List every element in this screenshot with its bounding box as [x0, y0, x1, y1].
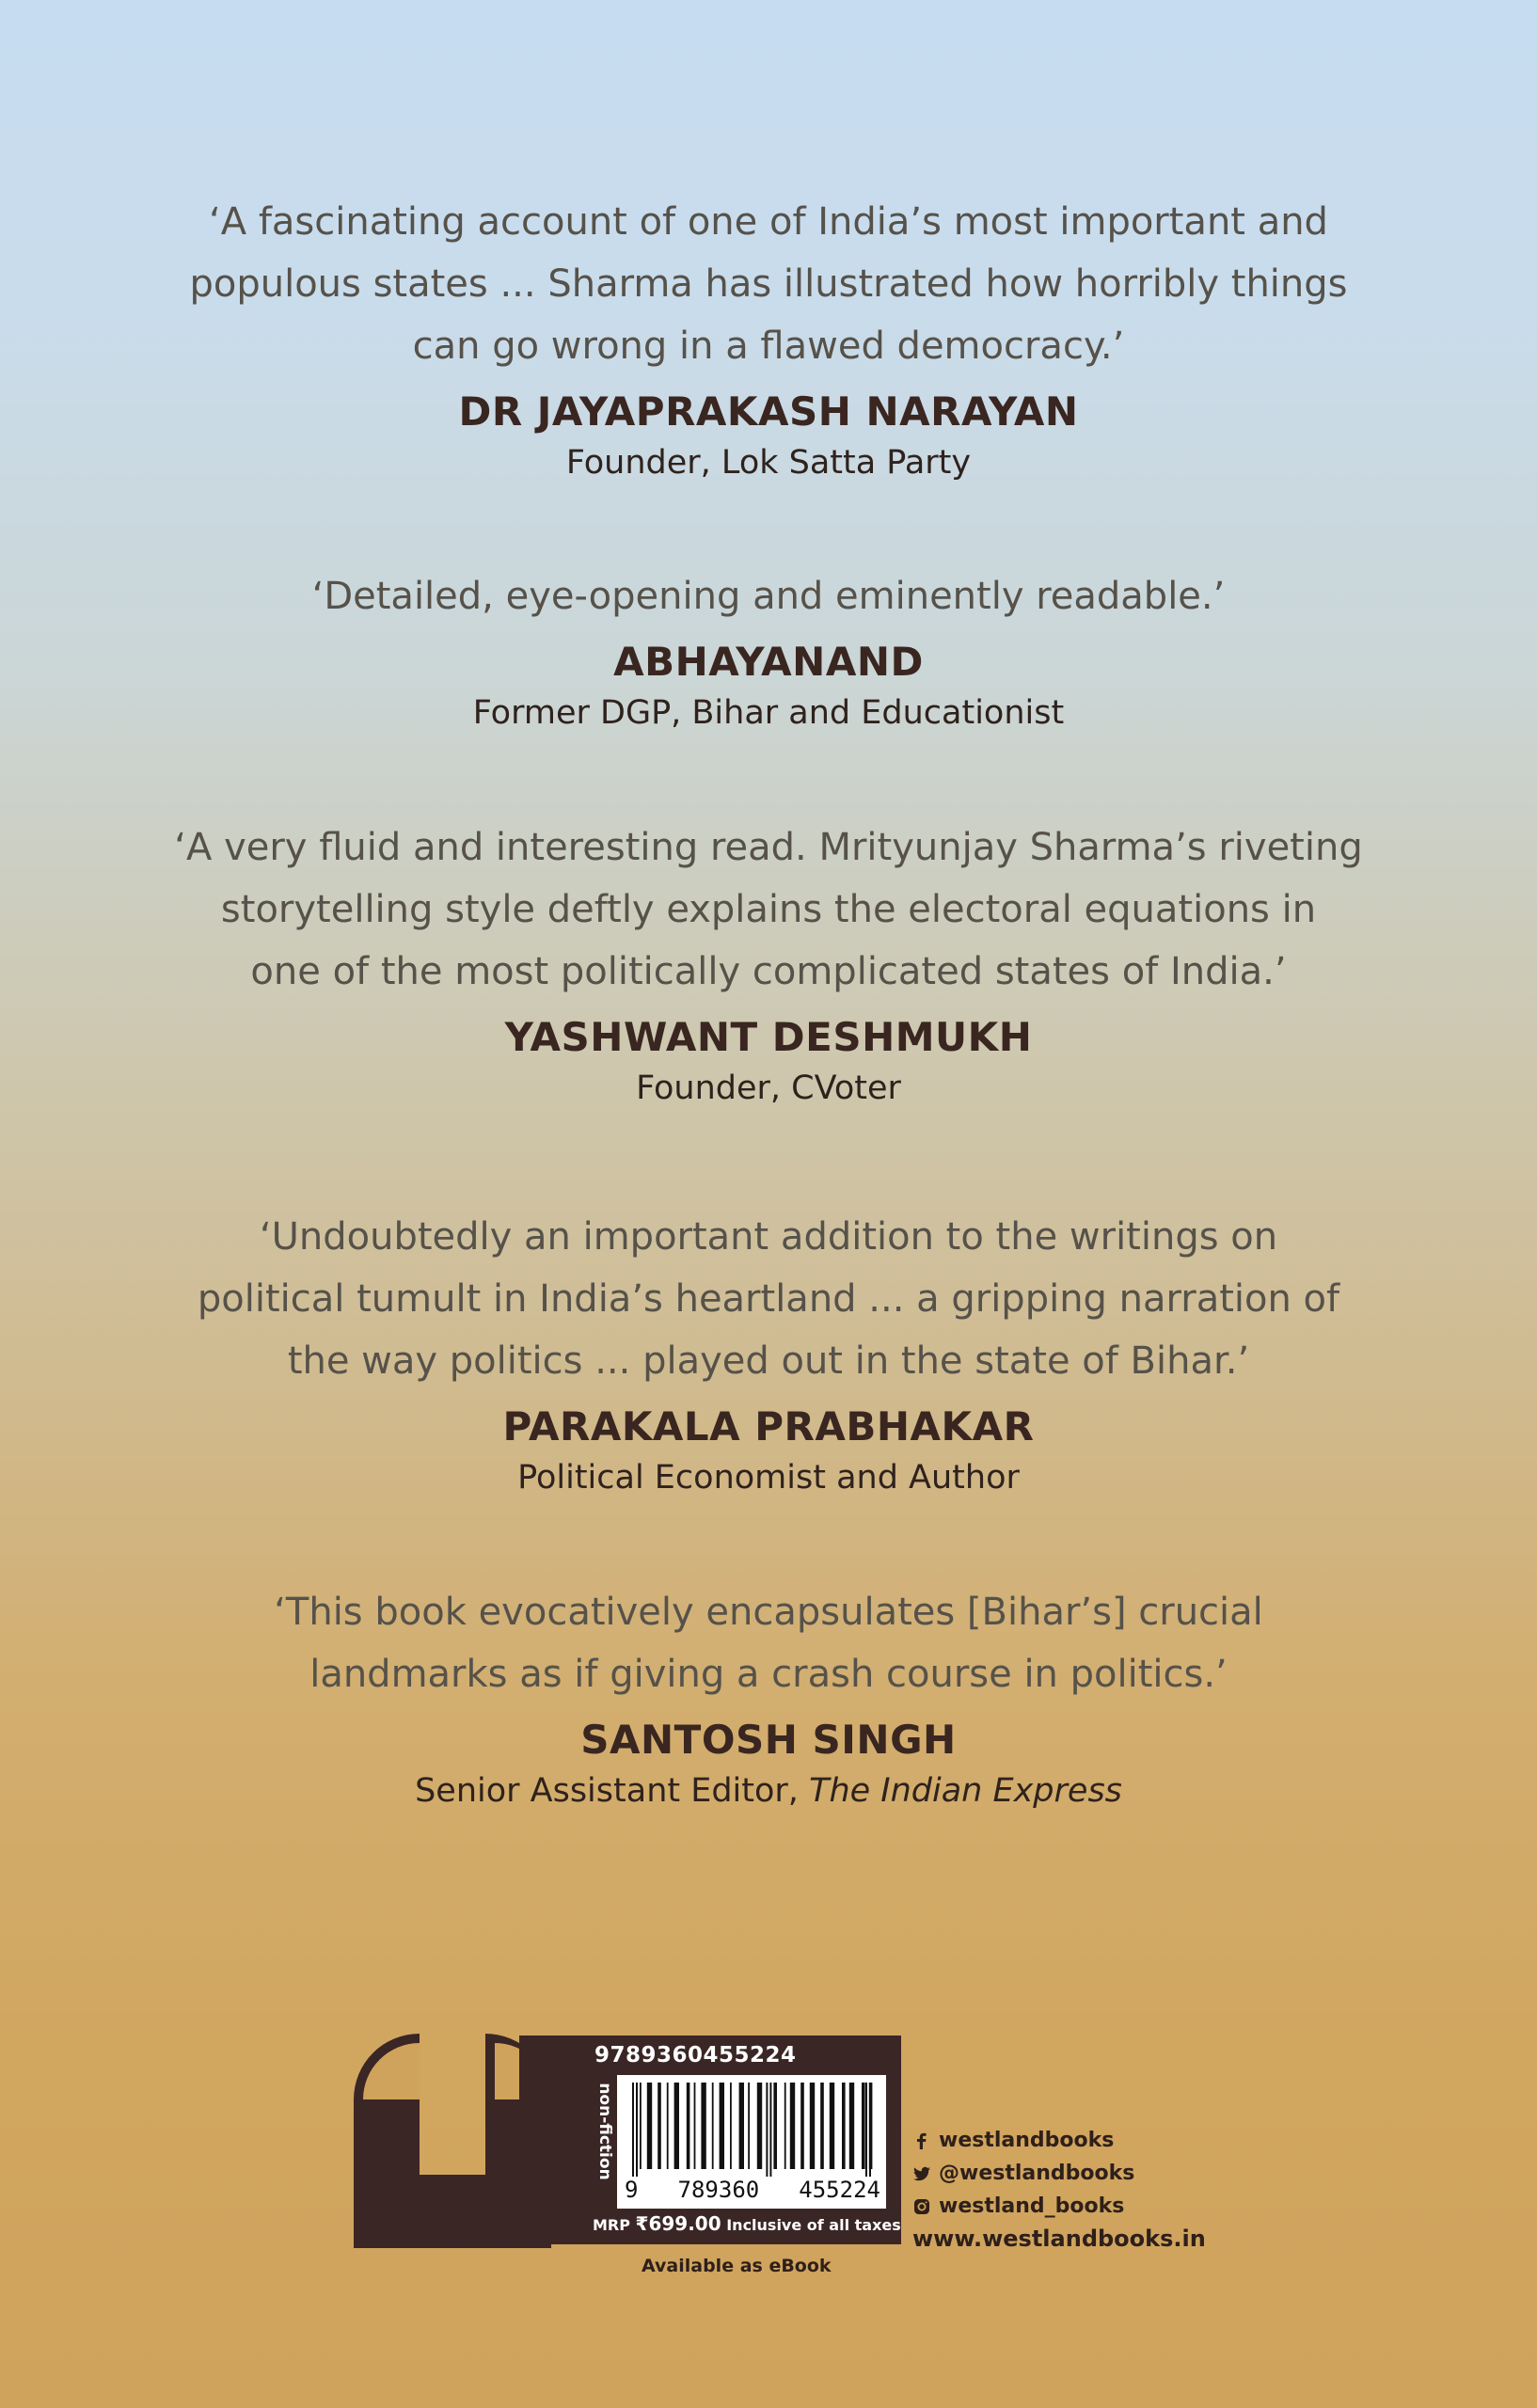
barcode-bar	[784, 2083, 786, 2169]
blurb-2	[110, 565, 1427, 738]
barcode-bar	[748, 2083, 750, 2169]
genre-text: non-fiction	[595, 2083, 614, 2180]
tax-note: Inclusive of all taxes	[726, 2216, 901, 2234]
barcode-bar	[757, 2083, 762, 2169]
blurb-role: Political Economist and Author	[517, 1459, 1020, 1497]
barcode-bar	[674, 2083, 679, 2169]
blurb-quote	[110, 816, 1427, 1003]
mrp-label: MRP	[593, 2216, 630, 2234]
blurb-quote	[110, 565, 1427, 627]
barcode-bar	[640, 2083, 642, 2169]
twitter-icon	[912, 2164, 931, 2183]
blurb-5	[110, 1581, 1427, 1816]
blurb-author: DR JAYAPRAKASH NARAYAN	[458, 388, 1079, 435]
quote-line: one of the most politically complicated states of India.’	[250, 950, 1287, 993]
barcode-bar	[632, 2083, 634, 2177]
social-links	[912, 2124, 1206, 2256]
publication-name: The Indian Express	[809, 1772, 1122, 1810]
quote-line: ‘A very fluid and interesting read. Mrityunjay Sharma’s riveting	[174, 826, 1363, 869]
quote-line: political tumult in India’s heartland ... a gripping narration of	[197, 1277, 1340, 1321]
facebook-icon	[912, 2131, 931, 2150]
barcode-bar	[739, 2083, 744, 2169]
blurb-role	[110, 1766, 1427, 1816]
barcode-bar	[810, 2083, 815, 2169]
barcode-bar	[830, 2083, 834, 2169]
quote-line: ‘Undoubtedly an important addition to the writings on	[259, 1215, 1278, 1259]
blurb-author: PARAKALA PRABHAKAR	[502, 1403, 1035, 1450]
barcode-bars	[630, 2083, 875, 2177]
barcode-digits	[625, 2177, 880, 2203]
quote-line: ‘Detailed, eye-opening and eminently readable.’	[311, 575, 1226, 618]
instagram-handle: westland_books	[939, 2194, 1125, 2218]
barcode-bar	[766, 2083, 768, 2177]
barcode-bar	[647, 2083, 652, 2169]
barcode	[617, 2075, 886, 2209]
quote-line: ‘This book evocatively encapsulates [Bihar’s] crucial	[274, 1591, 1263, 1634]
genre-label	[591, 2083, 619, 2186]
barcode-bar	[773, 2083, 777, 2169]
blurb-author: SANTOSH SINGH	[580, 1717, 957, 1763]
social-instagram[interactable]	[912, 2190, 1206, 2223]
quote-line: ‘A fascinating account of one of India’s most important and	[209, 200, 1328, 244]
barcode-bar	[869, 2083, 871, 2177]
barcode-bar	[865, 2083, 867, 2177]
quote-line: can go wrong in a flawed democracy.’	[412, 325, 1125, 368]
barcode-bar	[712, 2083, 714, 2169]
barcode-bar	[769, 2083, 771, 2177]
quote-line: storytelling style deftly explains the electoral equations in	[220, 888, 1317, 931]
barcode-bar	[800, 2083, 804, 2169]
blurb-role: Founder, CVoter	[636, 1069, 901, 1107]
barcode-bar	[687, 2083, 690, 2169]
blurb-quote	[110, 1206, 1427, 1392]
facebook-handle: westlandbooks	[939, 2129, 1115, 2152]
blurb-quote	[110, 191, 1427, 377]
barcode-bar	[862, 2083, 865, 2169]
barcode-bar	[701, 2083, 705, 2169]
barcode-bar	[842, 2083, 846, 2169]
barcode-bar	[667, 2083, 669, 2169]
barcode-bar	[790, 2083, 795, 2169]
barcode-digit-group: 455224	[799, 2177, 880, 2203]
isbn-label: 9789360455224	[594, 2043, 797, 2067]
blurb-author: ABHAYANAND	[613, 639, 924, 685]
barcode-bar	[720, 2083, 724, 2169]
blurb-role: Former DGP, Bihar and Educationist	[472, 694, 1065, 732]
social-twitter[interactable]	[912, 2157, 1206, 2190]
instagram-icon	[912, 2197, 931, 2216]
blurb-3	[110, 816, 1427, 1114]
quote-line: the way politics ... played out in the state of Bihar.’	[287, 1339, 1250, 1383]
quote-line: populous states ... Sharma has illustrated how horribly things	[189, 262, 1348, 306]
social-facebook[interactable]	[912, 2124, 1206, 2157]
blurb-author: YASHWANT DESHMUKH	[504, 1014, 1033, 1060]
ebook-note: Available as eBook	[642, 2256, 832, 2276]
blurb-4	[110, 1206, 1427, 1503]
price-line	[593, 2212, 903, 2235]
barcode-bar	[820, 2083, 824, 2169]
quote-line: landmarks as if giving a crash course in politics.’	[309, 1653, 1228, 1696]
barcode-bar	[849, 2083, 854, 2169]
barcode-bar	[694, 2083, 696, 2169]
role-text: Senior Assistant Editor,	[415, 1772, 810, 1810]
barcode-bar	[730, 2083, 732, 2169]
website-link[interactable]: www.westlandbooks.in	[912, 2226, 1206, 2252]
price: ₹699.00	[635, 2212, 721, 2235]
blurb-role: Founder, Lok Satta Party	[565, 444, 972, 482]
barcode-digit-group: 789360	[677, 2177, 760, 2203]
blurb-1	[110, 191, 1427, 488]
blurb-quote	[110, 1581, 1427, 1705]
barcode-digit-group: 9	[625, 2177, 639, 2203]
twitter-handle: @westlandbooks	[939, 2162, 1135, 2185]
barcode-bar	[636, 2083, 638, 2177]
barcode-bar	[658, 2083, 661, 2169]
